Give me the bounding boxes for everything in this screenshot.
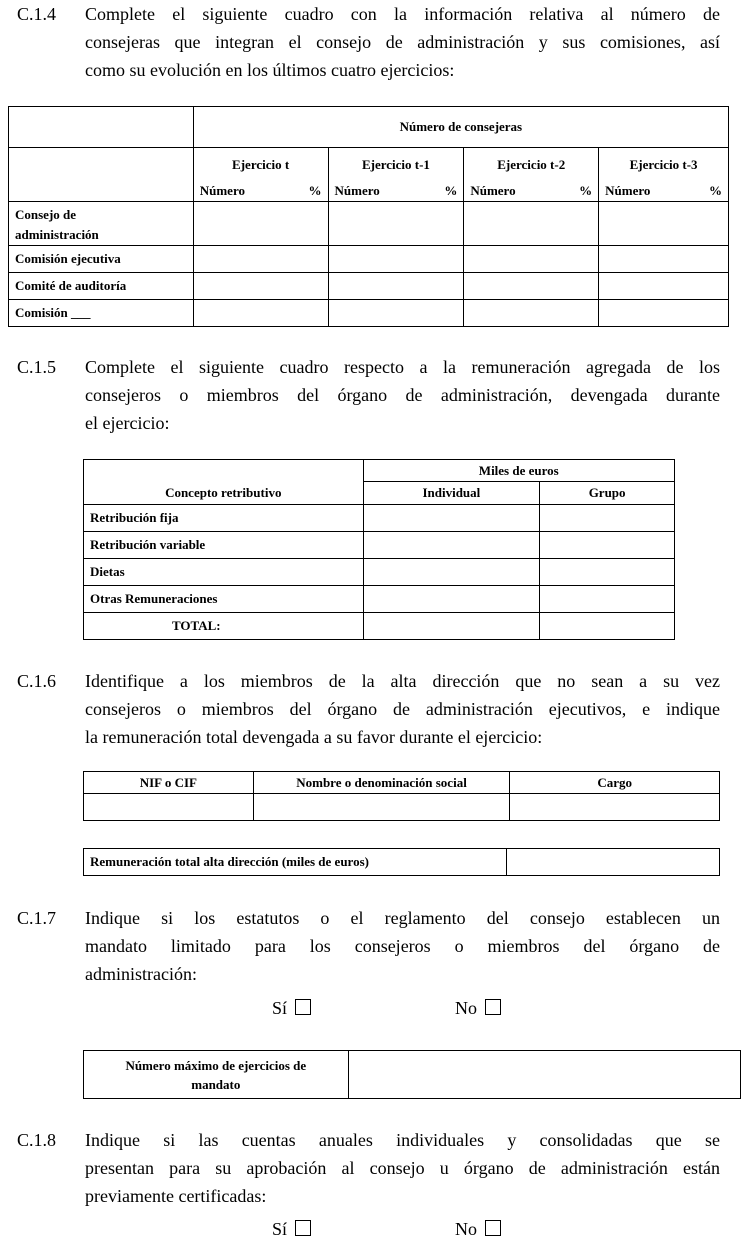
row-label: Retribución fija xyxy=(84,505,364,532)
data-cell[interactable] xyxy=(193,300,328,327)
data-cell[interactable] xyxy=(363,505,540,532)
c17-yes[interactable] xyxy=(272,998,311,1019)
numero-label: Número xyxy=(470,182,516,198)
yes-label: Sí xyxy=(272,998,288,1018)
mandato-label-line: Número máximo de ejercicios de xyxy=(125,1057,307,1073)
section-c17 xyxy=(17,904,720,994)
table-header: Miles de euros xyxy=(363,460,674,482)
text-line: como su evolución en los últimos cuatro ejercicios: xyxy=(85,60,455,80)
yes-label: Sí xyxy=(272,1219,288,1239)
year-label: Ejercicio t-2 xyxy=(497,156,566,172)
section-number: C.1.8 xyxy=(17,1130,57,1150)
section-text xyxy=(85,667,720,751)
section-c14 xyxy=(17,0,720,90)
grupo-header: Grupo xyxy=(540,482,675,505)
text-line: Identifique a los miembros de la alta dirección que no sean a su vez xyxy=(85,671,720,691)
data-cell[interactable] xyxy=(464,273,599,300)
data-cell[interactable] xyxy=(328,273,464,300)
text-line: mandato limitado para los consejeros o miembros del órgano de xyxy=(85,936,720,956)
text-line: Complete el siguiente cuadro con la información relativa al número de xyxy=(85,4,720,24)
year-label: Ejercicio t-3 xyxy=(629,156,698,172)
row-label: Comisión ejecutiva xyxy=(9,246,194,273)
year-header xyxy=(328,148,464,202)
remuneracion-total-table xyxy=(83,848,720,876)
data-cell[interactable] xyxy=(464,246,599,273)
data-cell[interactable] xyxy=(599,246,729,273)
data-cell[interactable] xyxy=(599,202,729,246)
data-cell[interactable] xyxy=(253,794,510,821)
section-c18 xyxy=(17,1126,720,1216)
data-cell[interactable] xyxy=(540,532,675,559)
alta-direccion-table xyxy=(83,771,720,821)
row-label-line: Consejo de xyxy=(15,206,77,222)
row-label: Comisión ___ xyxy=(9,300,194,327)
concept-header: Concepto retributivo xyxy=(84,460,364,505)
mandato-label-line: mandato xyxy=(191,1076,241,1092)
row-label: Retribución variable xyxy=(84,532,364,559)
section-c15 xyxy=(17,353,720,443)
pct-label: % xyxy=(579,182,593,198)
data-cell[interactable] xyxy=(599,273,729,300)
nif-header: NIF o CIF xyxy=(84,772,254,794)
year-header xyxy=(599,148,729,202)
row-label: Comité de auditoría xyxy=(9,273,194,300)
table-header: Número de consejeras xyxy=(193,107,728,148)
yes-checkbox[interactable] xyxy=(295,999,311,1015)
pct-label: % xyxy=(709,182,722,198)
c17-no[interactable] xyxy=(455,998,501,1019)
text-line: el ejercicio: xyxy=(85,413,170,433)
data-cell[interactable] xyxy=(510,794,720,821)
data-cell[interactable] xyxy=(193,202,328,246)
numero-label: Número xyxy=(199,182,245,198)
total-label: TOTAL: xyxy=(84,613,364,640)
text-line: consejeras que integran el consejo de administración y sus comisiones, así xyxy=(85,32,720,52)
section-text xyxy=(85,1126,720,1210)
text-line: consejeros o miembros del órgano de administración ejecutivos, e indique xyxy=(85,699,720,719)
data-cell[interactable] xyxy=(193,246,328,273)
row-label xyxy=(9,202,194,246)
year-header xyxy=(193,148,328,202)
section-number: C.1.6 xyxy=(17,671,57,691)
no-checkbox[interactable] xyxy=(485,1220,501,1236)
section-text xyxy=(85,0,720,84)
c18-no[interactable] xyxy=(455,1219,501,1240)
section-c16 xyxy=(17,667,720,757)
data-cell[interactable] xyxy=(363,586,540,613)
text-line: previamente certificadas: xyxy=(85,1186,267,1206)
pct-label: % xyxy=(308,182,322,198)
numero-label: Número xyxy=(605,182,651,198)
data-cell[interactable] xyxy=(363,532,540,559)
data-cell[interactable] xyxy=(363,559,540,586)
consejeras-table xyxy=(8,106,729,327)
data-cell[interactable] xyxy=(540,559,675,586)
year-label: Ejercicio t-1 xyxy=(361,156,430,172)
text-line: Complete el siguiente cuadro respecto a la remuneración agregada de los xyxy=(85,357,720,377)
text-line: presentan para su aprobación al consejo u órgano de administración están xyxy=(85,1158,720,1178)
row-label: Otras Remuneraciones xyxy=(84,586,364,613)
nombre-header: Nombre o denominación social xyxy=(253,772,510,794)
data-cell[interactable] xyxy=(328,300,464,327)
data-cell[interactable] xyxy=(328,202,464,246)
pct-label: % xyxy=(444,182,458,198)
section-number: C.1.4 xyxy=(17,4,57,24)
c18-yes[interactable] xyxy=(272,1219,311,1240)
section-number: C.1.5 xyxy=(17,357,57,377)
text-line: Indique si las cuentas anuales individuales y consolidadas que se xyxy=(85,1130,720,1150)
section-text xyxy=(85,904,720,988)
text-line: administración: xyxy=(85,964,197,984)
section-text xyxy=(85,353,720,437)
data-cell[interactable] xyxy=(540,505,675,532)
text-line: Indique si los estatutos o el reglamento del consejo establecen un xyxy=(85,908,720,928)
mandato-label xyxy=(84,1051,349,1099)
cargo-header: Cargo xyxy=(510,772,720,794)
total-value-cell[interactable] xyxy=(507,849,720,876)
row-label: Dietas xyxy=(84,559,364,586)
data-cell[interactable] xyxy=(464,202,599,246)
no-label: No xyxy=(455,998,477,1018)
data-cell[interactable] xyxy=(540,586,675,613)
data-cell[interactable] xyxy=(193,273,328,300)
data-cell[interactable] xyxy=(599,300,729,327)
total-label: Remuneración total alta dirección (miles de euros) xyxy=(84,849,507,876)
data-cell[interactable] xyxy=(464,300,599,327)
section-number: C.1.7 xyxy=(17,908,57,928)
data-cell[interactable] xyxy=(84,794,254,821)
empty-cell xyxy=(9,107,194,148)
text-line: consejeros o miembros del órgano de administración, devengada durante xyxy=(85,385,720,405)
mandato-value-cell[interactable] xyxy=(348,1051,740,1099)
mandato-table xyxy=(83,1050,741,1099)
year-label: Ejercicio t xyxy=(232,156,290,172)
text-line: la remuneración total devengada a su favor durante el ejercicio: xyxy=(85,727,543,747)
numero-label: Número xyxy=(334,182,380,198)
row-label-line: administración xyxy=(15,226,99,242)
data-cell[interactable] xyxy=(540,613,675,640)
data-cell[interactable] xyxy=(328,246,464,273)
year-header xyxy=(464,148,599,202)
remuneracion-table xyxy=(83,459,675,640)
individual-header: Individual xyxy=(363,482,540,505)
empty-cell xyxy=(9,148,194,202)
yes-checkbox[interactable] xyxy=(295,1220,311,1236)
no-label: No xyxy=(455,1219,477,1239)
data-cell[interactable] xyxy=(363,613,540,640)
no-checkbox[interactable] xyxy=(485,999,501,1015)
